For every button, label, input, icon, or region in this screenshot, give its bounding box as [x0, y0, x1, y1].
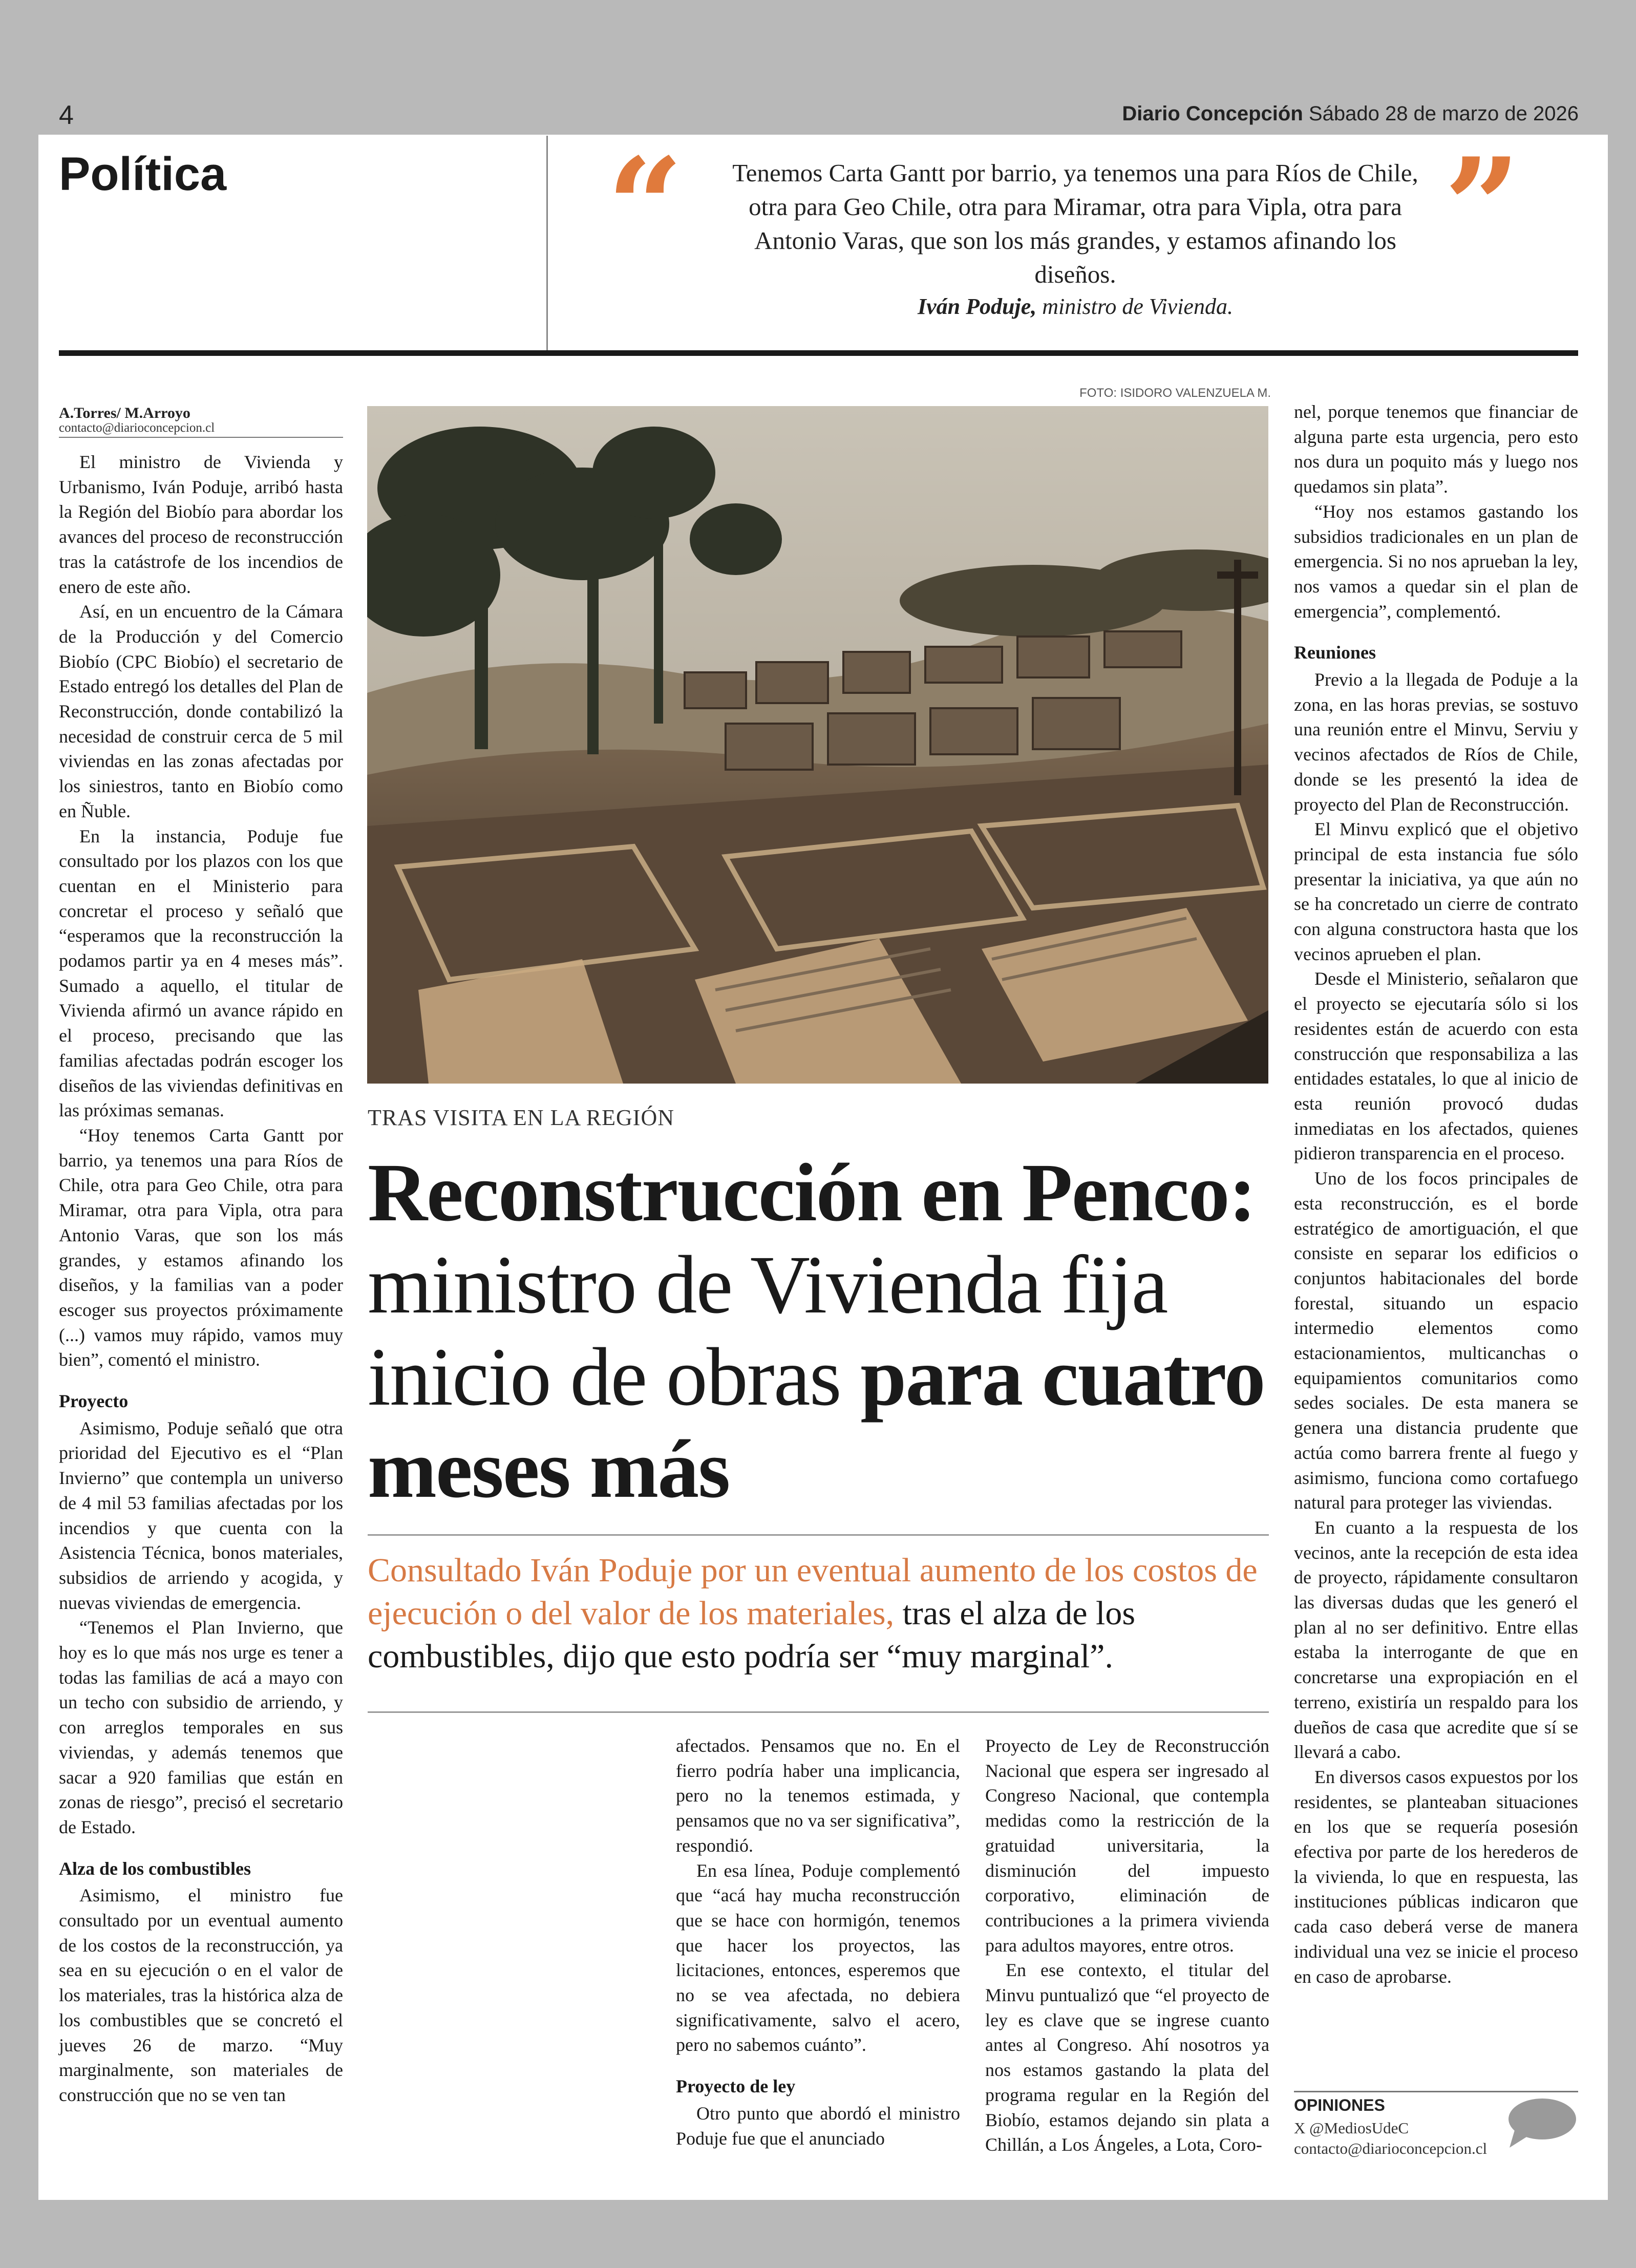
opinions-email[interactable]: contacto@diarioconcepcion.cl [1294, 2139, 1488, 2157]
headline-bold: Reconstrucción en Penco: [368, 1147, 1256, 1239]
headline-bold-2: para cuatro meses más [368, 1331, 1265, 1515]
article-column-4 [1294, 399, 1578, 1989]
masthead [1122, 102, 1579, 125]
speech-bubble-icon [1505, 2094, 1577, 2151]
subhead-proyecto: Proyecto [59, 1391, 129, 1412]
article-column-1 [59, 450, 343, 2108]
quote-close-icon: ” [1444, 129, 1521, 285]
paragraph: Previo a la llegada de Poduje a la zona, en las horas previas, se sostuvo una reunión entre el Minvu, Serviu y vecinos afectados de Ríos de Chile, donde se les presentó la idea de proyecto del Plan de Reconstrucción. [1294, 669, 1578, 815]
subhead-reuniones: Reuniones [1294, 642, 1376, 663]
paragraph: En la instancia, Poduje fue consultado por los plazos con los que cuentan en el Ministerio para concretar el proceso y señaló que “esperamos que la reconstrucción la podamos partir ya en 4 meses más”. Sumado a aquello, el titular de Vivienda afirmó un avance rápido en el proceso, precisando que las familias afectadas podrán escoger los diseños de las viviendas definitivas en las próximas semanas. [59, 825, 343, 1121]
issue-date: Sábado 28 de marzo de 2026 [1308, 102, 1579, 125]
paragraph: nel, porque tenemos que financiar de alguna parte esta urgencia, pero esto nos dura un poquito más y luego nos quedamos sin plata”. [1294, 401, 1578, 497]
deck-rule-bottom [368, 1711, 1269, 1713]
paragraph: En ese contexto, el titular del Minvu puntualizó que “el proyecto de ley es clave que se ingrese cuanto antes al Congreso. Ahí nosotros ya nos estamos gastando la plata del programa regular en la Región del Biobío, estamos dejando sin plata a Chillán, a Los Ángeles, a Lota, Coro- [985, 1960, 1269, 2155]
newspaper-name: Diario Concepción [1122, 102, 1303, 125]
paragraph: En cuanto a la respuesta de los vecinos, ante la recepción de esta idea de proyecto, rápidamente consultaron las diversas dudas que les generó el plan al no ser definitivo. Entre ellas estaba la interrogante de que en concretarse una expropiación en el terreno, existiría un respaldo para los dueños de casa que acredite que sí se llevará a cabo. [1294, 1517, 1578, 1763]
paragraph: El Minvu explicó que el objetivo principal de esta instancia fue sólo presentar la iniciativa, ya que aún no se ha concretado un cierre de contrato con alguna constructora hasta que los vecinos aprueben el plan. [1294, 819, 1578, 964]
byline-email: contacto@diarioconcepcion.cl [59, 421, 215, 435]
paragraph: Uno de los focos principales de esta reconstrucción, es el borde estratégico de amortiguación, el que consiste en separar los edificios o conjuntos habitacionales del borde forestal, situando un espacio intermedio elementos como estacionamientos, multicanchas o equipamientos comunitarios como sedes sociales. De esta manera se genera una distancia prudente que actúa como barrera frente al fuego y asimismo, funciona como cortafuego natural para proteger las viviendas. [1294, 1168, 1578, 1513]
subhead-combustibles: Alza de los combustibles [59, 1858, 251, 1879]
paragraph: “Hoy nos estamos gastando los subsidios tradicionales en un plan de emergencia. Si no nos aprueban la ley, nos vamos a quedar sin el plan de emergencia”, complementó. [1294, 501, 1578, 622]
quote-open-icon: “ [607, 129, 684, 285]
article-column-3 [985, 1733, 1269, 2157]
header-rule [59, 350, 1578, 356]
burned-neighborhood-image [367, 406, 1268, 1084]
article-deck [368, 1549, 1274, 1678]
paragraph: Así, en un encuentro de la Cámara de la Producción y del Comercio Biobío (CPC Biobío) el secretario de Estado entregó los detalles del Plan de Reconstrucción, donde contabilizó la necesidad de construir cerca de 5 mil viviendas en las zonas afectadas por los siniestros, tanto en Biobío como en Ñuble. [59, 601, 343, 821]
opinions-x-handle[interactable]: X @MediosUdeC [1294, 2119, 1409, 2137]
headline-light: ministro de Vivienda fija inicio de obras [368, 1239, 1167, 1423]
article-photo [367, 406, 1268, 1084]
section-title: Política [59, 148, 227, 200]
paragraph: En diversos casos expuestos por los residentes, se planteaban situaciones en los que se requería posesión efectiva por parte de los herederos de la vivienda, lo que en respuesta, las instituciones públicas indicaron que cada caso deberá verse de manera individual una vez se inicie el proceso en caso de aprobarse. [1294, 1766, 1578, 1987]
paragraph: Desde el Ministerio, señalaron que el proyecto se ejecutaría sólo si los residentes están de acuerdo con esta construcción que responsabiliza a las entidades estatales, lo que al inicio de esta reunión provocó dudas inmediatas en los afectados, quienes pidieron transparencia en el proceso. [1294, 968, 1578, 1164]
paragraph: En esa línea, Poduje complementó que “acá hay mucha reconstrucción que se hace con hormigón, tenemos que hacer los proyectos, las licitaciones, entonces, esperemos que no se vea afectada, no debiera significativamente, salvo el acero, pero no sabemos cuánto”. [676, 1860, 960, 2055]
subhead-proyecto-de-ley: Proyecto de ley [676, 2076, 796, 2097]
paragraph: Asimismo, el ministro fue consultado por un eventual aumento de los costos de la reconstrucción, ya sea en su ejecución o en el valor de los materiales, tras la histórica alza de los combustibles que se concretó el jueves 26 de marzo. “Muy marginalmente, son materiales de construcción que no se ven tan [59, 1885, 343, 2105]
paragraph: Proyecto de Ley de Reconstrucción Nacional que espera ser ingresado al Congreso Nacional, que contempla medidas como la restricción de la gratuidad universitaria, la disminución del impuesto corporativo, eliminación de contribuciones a la primera vivienda para adultos mayores, entre otros. [985, 1735, 1269, 1956]
opinions-title: OPINIONES [1294, 2096, 1385, 2114]
header-divider [546, 136, 548, 351]
opinions-rule [1294, 2091, 1578, 2092]
quote-role: ministro de Vivienda. [1036, 294, 1233, 319]
deck-rule-top [368, 1534, 1269, 1536]
article-kicker: TRAS VISITA EN LA REGIÓN [368, 1105, 675, 1130]
byline-authors: A.Torres/ M.Arroyo [59, 405, 190, 421]
byline-rule [59, 437, 343, 438]
pull-quote-attribution [712, 293, 1439, 320]
deck-text: tras el alza de los combustibles, dijo que esto podría ser “muy marginal”. [368, 1595, 1136, 1675]
paragraph: Otro punto que abordó el ministro Poduje fue que el anunciado [676, 2103, 960, 2149]
page-number: 4 [59, 100, 74, 130]
article-column-2 [676, 1733, 960, 2151]
pull-quote: Tenemos Carta Gantt por barrio, ya tenemos una para Ríos de Chile, otra para Geo Chile, otra para Miramar, otra para Vipla, otra para Antonio Varas, que son los más grandes, y estamos afinando los diseños. [732, 159, 1418, 288]
paragraph: Asimismo, Poduje señaló que otra prioridad del Ejecutivo es el “Plan Invierno” que contempla un universo de 4 mil 53 familias afectadas por los incendios y que cuenta con la Asistencia Técnica, bonos materiales, subsidios de arriendo y acogida, y nuevas viviendas de emergencia. [59, 1417, 343, 1613]
paragraph: afectados. Pensamos que no. En el fierro podría haber una implicancia, pero no la tenemos estimada, y pensamos que no va ser significativa”, respondió. [676, 1735, 960, 1856]
photo-credit: FOTO: ISIDORO VALENZUELA M. [1079, 386, 1271, 400]
deck-highlight: Consultado Iván Poduje por un eventual aumento de los costos de ejecución o del valor de los materiales, [368, 1552, 1258, 1632]
paragraph: El ministro de Vivienda y Urbanismo, Iván Poduje, arribó hasta la Región del Biobío para abordar los avances del proceso de reconstrucción tras la catástrofe de los incendios de enero de este año. [59, 452, 343, 597]
paragraph: “Tenemos el Plan Invierno, que hoy es lo que más nos urge es tener a todas las familias de acá a mayo con un techo con subsidio de arriendo, y con arreglos temporales en sus viviendas, y además tenemos que sacar a 920 familias que están en zonas de riesgo”, precisó el secretario de Estado. [59, 1617, 343, 1837]
quote-author: Iván Poduje, [918, 294, 1037, 319]
paragraph: “Hoy tenemos Carta Gantt por barrio, ya tenemos una para Ríos de Chile, otra para Geo Chile, otra para Miramar, otra para Vipla, otra para Antonio Varas, que son los más grandes, y estamos afinando los diseños, y la familias van a poder escoger sus proyectos próximamente (...) vamos muy rápido, vamos muy bien”, comentó el ministro. [59, 1125, 343, 1370]
article-headline [368, 1147, 1289, 1516]
